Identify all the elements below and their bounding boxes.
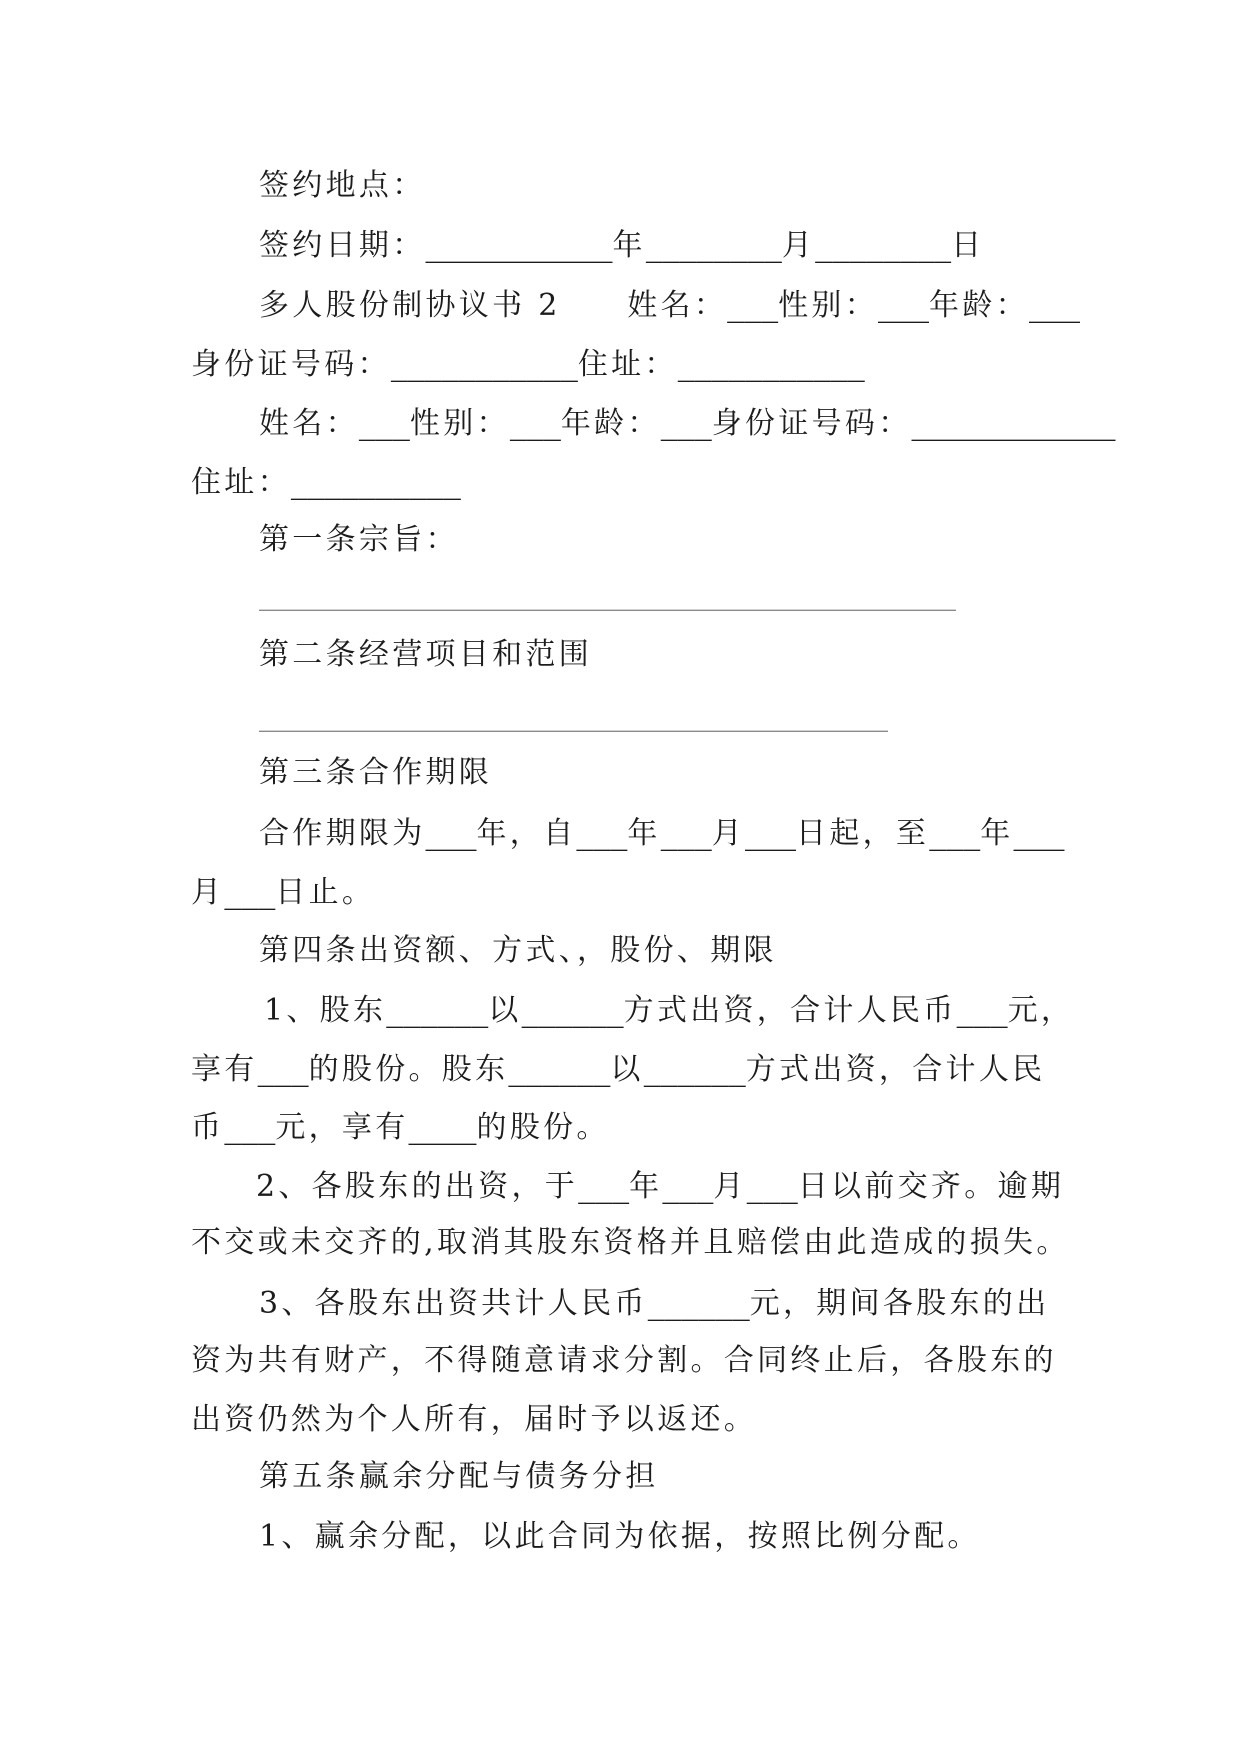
blank-field: _____________________________________	[259, 693, 888, 733]
blank-field: ___	[509, 402, 561, 442]
clause-4-3-line-1: 3、各股东出资共计人民币______元，期间各股东的出	[259, 1282, 1050, 1322]
article-1-heading: 第一条宗旨：	[259, 522, 459, 557]
blank-field: ___	[576, 812, 628, 852]
blank-field: ___________	[677, 343, 865, 383]
signing-date-line: 签约日期：___________年________月________日	[259, 224, 985, 264]
blank-field: ___	[956, 989, 1008, 1029]
article-2-heading: 第二条经营项目和范围	[259, 637, 592, 672]
clause-4-2-line-1: 2、各股东的出资，于___年___月___日以前交齐。逾期	[256, 1165, 1065, 1205]
term-paragraph-line-1: 合作期限为___年，自___年___月___日起，至___年___	[259, 812, 1065, 852]
blank-field: ___	[660, 812, 712, 852]
blank-field: ______	[647, 1282, 750, 1322]
blank-field: ____________	[911, 402, 1116, 442]
clause-4-1-line-1: 1、股东______以______方式出资，合计人民币___元，	[264, 989, 1075, 1029]
clause-4-2-line-2: 不交或未交齐的,取消其股东资格并且赔偿由此造成的损失。	[191, 1225, 1070, 1260]
second-party-info-line: 姓名：___性别：___年龄：___身份证号码：____________	[259, 402, 1116, 442]
blank-field: ___	[745, 812, 797, 852]
article-1-fill-line	[259, 572, 956, 612]
agreement-title-party-line: 多人股份制协议书 2 姓名：___性别：___年龄：___	[259, 284, 1080, 324]
clause-5-1-line: 1、赢余分配，以此合同为依据，按照比例分配。	[259, 1519, 981, 1554]
blank-field: ___	[878, 284, 930, 324]
blank-field: ___________	[425, 224, 613, 264]
term-paragraph-line-2: 月___日止。	[191, 871, 376, 911]
clause-4-3-line-2: 资为共有财产，不得随意请求分割。合同终止后，各股东的	[191, 1343, 1057, 1378]
clause-4-1-line-2: 享有___的股份。股东______以______方式出资，合计人民	[191, 1048, 1046, 1088]
blank-field: ____	[408, 1106, 477, 1146]
blank-field: ___	[662, 1165, 714, 1205]
blank-field: ________	[645, 224, 782, 264]
signing-place-line: 签约地点：	[259, 168, 426, 203]
blank-field: ______	[521, 989, 624, 1029]
blank-field: ___________	[390, 343, 578, 383]
blank-field: ___	[727, 284, 779, 324]
blank-field: ___	[660, 402, 712, 442]
blank-field: ______	[508, 1048, 611, 1088]
blank-field: ___	[1013, 812, 1065, 852]
clause-4-1-line-3: 币___元，享有____的股份。	[191, 1106, 610, 1146]
blank-field: ___	[358, 402, 410, 442]
blank-field: ________	[815, 224, 952, 264]
article-3-heading: 第三条合作期限	[259, 755, 493, 790]
blank-field: ___	[257, 1048, 309, 1088]
article-4-heading: 第四条出资额、方式、，股份、期限	[259, 933, 777, 968]
clause-4-3-line-3: 出资仍然为个人所有，届时予以返还。	[191, 1402, 758, 1437]
party-id-address-line: 身份证号码：___________住址：___________	[191, 343, 865, 383]
article-2-fill-line	[259, 693, 888, 733]
blank-field: ______	[386, 989, 489, 1029]
blank-field: ___	[929, 812, 981, 852]
blank-field: ___	[578, 1165, 630, 1205]
blank-field: ___	[746, 1165, 798, 1205]
article-5-heading: 第五条赢余分配与债务分担	[259, 1459, 659, 1494]
blank-field: __________	[290, 461, 461, 501]
blank-field: _________________________________________	[259, 572, 956, 612]
blank-field: ___	[224, 1106, 276, 1146]
second-party-address-line: 住址：__________	[191, 461, 461, 501]
blank-field: ___	[224, 871, 276, 911]
blank-field: ___	[425, 812, 477, 852]
blank-field: ______	[643, 1048, 746, 1088]
blank-field: ___	[1028, 284, 1080, 324]
